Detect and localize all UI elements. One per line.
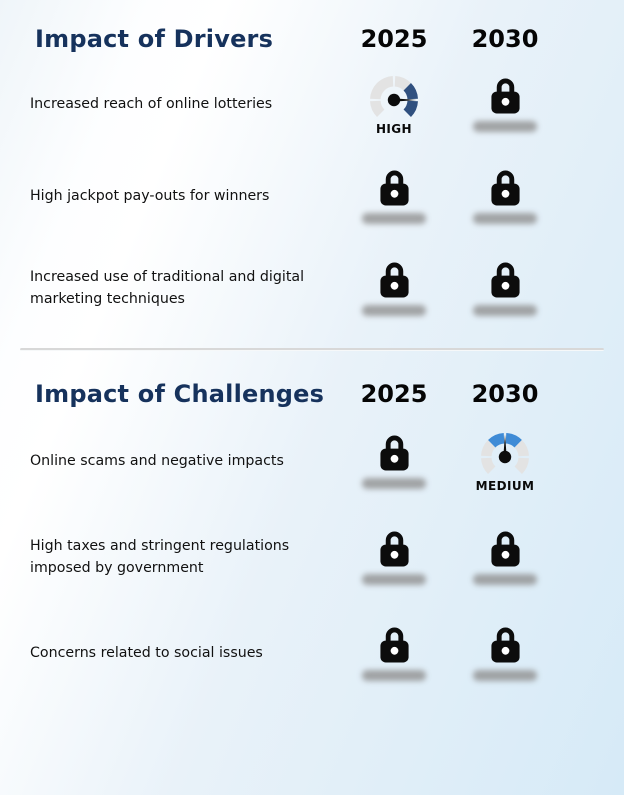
lock-icon bbox=[378, 529, 411, 568]
redacted-value bbox=[473, 213, 537, 224]
table-row bbox=[0, 242, 624, 334]
challenges-header-row bbox=[0, 375, 624, 413]
lock-icon bbox=[489, 168, 522, 207]
section-challenges bbox=[0, 375, 624, 701]
lock-icon bbox=[378, 433, 411, 472]
challenges-section-title: Impact of Challenges bbox=[35, 380, 325, 408]
impact-cell-gauge-medium bbox=[460, 429, 550, 493]
challenges-year-header-2030: 2030 bbox=[471, 380, 539, 408]
table-row bbox=[0, 58, 624, 150]
driver-label: Increased reach of online lotteries bbox=[30, 96, 273, 112]
impact-cell-locked[interactable] bbox=[460, 260, 550, 316]
lock-icon bbox=[378, 625, 411, 664]
challenge-label: Concerns related to social issues bbox=[30, 645, 263, 661]
challenges-year-header-2025: 2025 bbox=[360, 380, 428, 408]
impact-cell-locked[interactable] bbox=[349, 433, 439, 489]
table-row bbox=[0, 150, 624, 242]
impact-cell-locked[interactable] bbox=[460, 529, 550, 585]
table-row bbox=[0, 413, 624, 509]
challenge-label: Online scams and negative impacts bbox=[30, 453, 284, 469]
table-row bbox=[0, 509, 624, 605]
gauge-medium-icon bbox=[477, 429, 533, 477]
driver-label: High jackpot pay-outs for winners bbox=[30, 188, 270, 204]
driver-label: Increased use of traditional and digital marketing techniques bbox=[30, 269, 305, 307]
redacted-value bbox=[473, 121, 537, 132]
drivers-header-row bbox=[0, 20, 624, 58]
impact-cell-locked[interactable] bbox=[460, 168, 550, 224]
lock-icon bbox=[489, 260, 522, 299]
redacted-value bbox=[362, 670, 426, 681]
redacted-value bbox=[362, 478, 426, 489]
drivers-year-header-2030: 2030 bbox=[471, 25, 539, 53]
drivers-section-title: Impact of Drivers bbox=[35, 25, 274, 53]
redacted-value bbox=[362, 574, 426, 585]
impact-cell-locked[interactable] bbox=[349, 529, 439, 585]
lock-icon bbox=[489, 76, 522, 115]
drivers-year-header-2025: 2025 bbox=[360, 25, 428, 53]
redacted-value bbox=[473, 574, 537, 585]
impact-cell-locked[interactable] bbox=[349, 168, 439, 224]
challenge-label: High taxes and stringent regulations imposed by government bbox=[30, 538, 290, 576]
lock-icon bbox=[489, 529, 522, 568]
redacted-value bbox=[473, 670, 537, 681]
impact-cell-locked[interactable] bbox=[349, 625, 439, 681]
impact-cell-locked[interactable] bbox=[460, 76, 550, 132]
gauge-high-icon bbox=[366, 72, 422, 120]
impact-cell-gauge-high bbox=[349, 72, 439, 136]
lock-icon bbox=[378, 260, 411, 299]
impact-cell-locked[interactable] bbox=[349, 260, 439, 316]
lock-icon bbox=[378, 168, 411, 207]
section-divider bbox=[20, 348, 604, 351]
redacted-value bbox=[473, 305, 537, 316]
table-row bbox=[0, 605, 624, 701]
redacted-value bbox=[362, 213, 426, 224]
gauge-value-label: HIGH bbox=[375, 122, 412, 136]
gauge-value-label: MEDIUM bbox=[475, 479, 535, 493]
lock-icon bbox=[489, 625, 522, 664]
redacted-value bbox=[362, 305, 426, 316]
impact-cell-locked[interactable] bbox=[460, 625, 550, 681]
section-drivers bbox=[0, 0, 624, 334]
